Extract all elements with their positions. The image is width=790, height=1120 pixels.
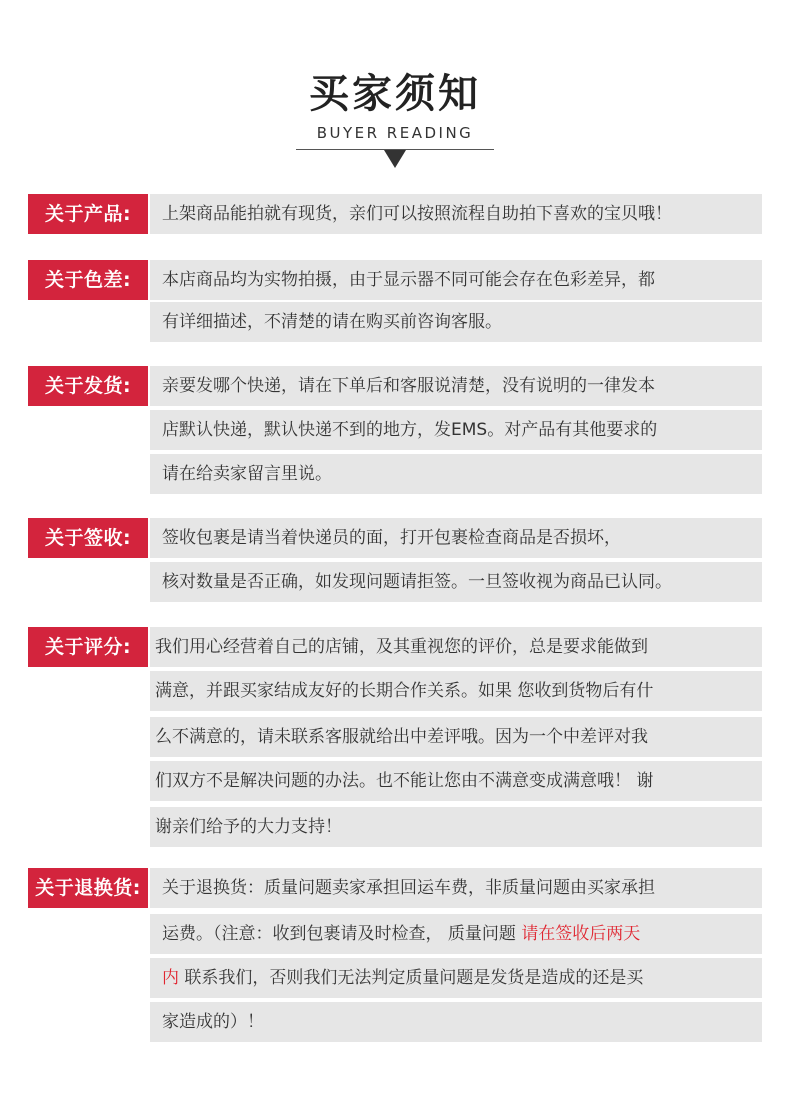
- triangle-down-icon: [384, 150, 406, 168]
- highlight-text: 内: [162, 968, 179, 988]
- section-line: 亲要发哪个快递，请在下单后和客服说清楚，没有说明的一律发本: [150, 366, 762, 406]
- header: [0, 0, 790, 175]
- section-line: 满意，并跟买家结成友好的长期合作关系。如果 您收到货物后有什: [150, 671, 762, 711]
- section-label-rating: 关于评分:: [28, 627, 148, 667]
- section-line: 店默认快递，默认快递不到的地方，发EMS。对产品有其他要求的: [150, 410, 762, 450]
- section-label-shipping: 关于发货:: [28, 366, 148, 406]
- section-label-returns: 关于退换货:: [28, 868, 148, 908]
- section-line: 们双方不是解决问题的办法。也不能让您由不满意变成满意哦！ 谢: [150, 761, 762, 801]
- highlight-text: 请在签收后两天: [521, 924, 641, 944]
- section-line-text: 运费。（注意：收到包裹请及时检查， 质量问题: [162, 924, 522, 944]
- section-line: 核对数量是否正确，如发现问题请拒签。一旦签收视为商品已认同。: [150, 562, 762, 602]
- page-subtitle: BUYER READING: [316, 124, 474, 142]
- section-line: 关于退换货：质量问题卖家承担回运车费，非质量问题由买家承担: [150, 868, 762, 908]
- section-line-text: 联系我们，否则我们无法判定质量问题是发货是造成的还是买: [184, 968, 644, 988]
- section-label-receipt: 关于签收:: [28, 518, 148, 558]
- section-line: 签收包裹是请当着快递员的面，打开包裹检查商品是否损坏，: [150, 518, 762, 558]
- section-line: 上架商品能拍就有现货，亲们可以按照流程自助拍下喜欢的宝贝哦！: [150, 194, 762, 234]
- section-line: 谢亲们给予的大力支持！: [150, 807, 762, 847]
- section-label-product: 关于产品:: [28, 194, 148, 234]
- page-title: 买家须知: [309, 71, 481, 117]
- section-line: [150, 914, 762, 954]
- section-line: 本店商品均为实物拍摄，由于显示器不同可能会存在色彩差异，都: [150, 260, 762, 300]
- section-line: 我们用心经营着自己的店铺，及其重视您的评价，总是要求能做到: [150, 627, 762, 667]
- section-line: 有详细描述，不清楚的请在购买前咨询客服。: [150, 302, 762, 342]
- section-label-color-difference: 关于色差:: [28, 260, 148, 300]
- section-line: 请在给卖家留言里说。: [150, 454, 762, 494]
- section-line: 家造成的）！: [150, 1002, 762, 1042]
- section-line: [150, 958, 762, 998]
- section-line: 么不满意的，请未联系客服就给出中差评哦。因为一个中差评对我: [150, 717, 762, 757]
